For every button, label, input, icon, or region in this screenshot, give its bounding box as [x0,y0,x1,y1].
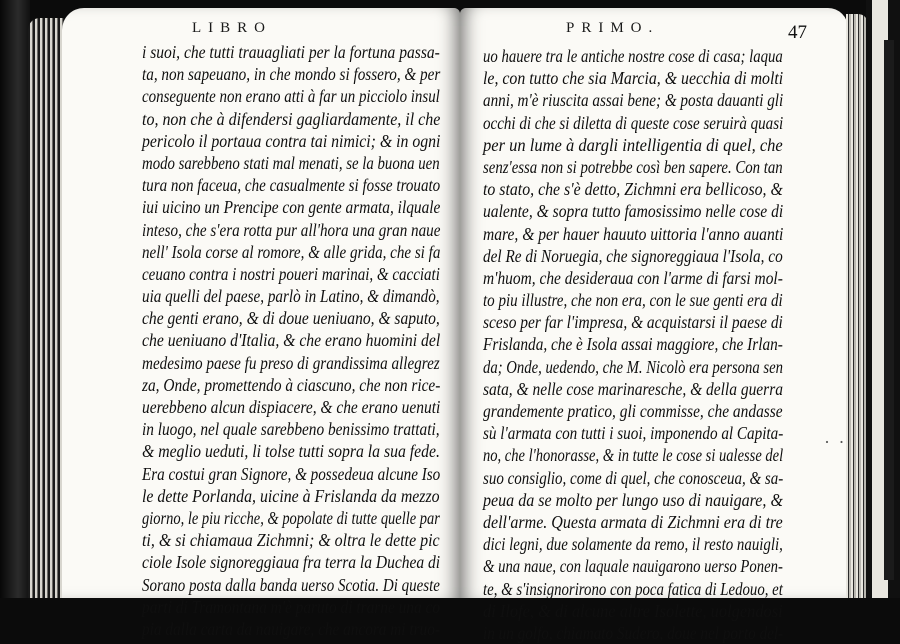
text-line: te, & s'insignorirono con poca fatica di Ledouo, et [483,578,783,599]
text-line: in un golfo, chiamato Sudero, doue nel porto del- [483,622,784,643]
text-line: sceso per far l'impresa, & acquistarsi il paese di [483,312,783,333]
text-line: medesimo paese fu preso di grandissima allegrez [142,352,440,373]
text-line: parti di Tramontana m'è paruto di trarne una co [142,596,441,617]
text-line: che genti erano, & di doue ueniuano, & saputo, [142,308,440,329]
text-line: per un lume à dargli intelligentia di quel, che [483,134,783,155]
text-line: pericolo il portaua contra tai nimici; & in ogni [142,130,441,151]
text-line: uo hauere tra le antiche nostre cose di casa; laqua [483,46,783,66]
text-line: Era costui gran Signore, & possedeua alcune Iso [142,463,441,484]
text-line: iui uicino un Prencipe con gente armata, ilquale [142,197,441,218]
text-line: le dette Porlanda, uicine à Frislanda da mezzo [142,485,440,506]
text-line: conseguente non erano atti à far un picciolo insul [142,86,440,107]
text-line: uerebbeno alcun dispiacere, & che erano uenuti [142,397,441,417]
text-line: ceuano contra i nostri poueri marinai, & cacciati [142,263,440,284]
text-line: le, con tutto che sia Marcia, & uecchia di molti [483,68,784,89]
text-line: uia quelli del paese, parlò in Latino, & dimandò, [142,286,440,307]
cover-edge [884,40,894,580]
text-line: Frislanda, che è Isola assai maggiore, che Irlan- [483,334,783,355]
text-line: anni, m'è riuscita assai bene; & posta dauanti gli [483,90,784,111]
text-line: & una naue, con laquale nauigarono uerso Ponen- [483,556,783,577]
page-number: 47 [788,22,807,43]
text-line: & meglio ueduti, li tolse tutti sopra la sua fede. [142,441,440,462]
text-line: to, non che à difendersi gagliardamente, il che [142,108,441,129]
text-line: no, che l'honorasse, & in tutte le cose si ualesse del [483,445,784,466]
text-line: mare, & per hauer hauuto uittoria l'anno auanti [483,223,784,244]
text-line: dell'arme. Questa armata di Zichmni era di tre [483,511,783,532]
text-line: ualente, & sopra tutto famosissimo nelle cose di [483,201,784,222]
book-cover-left [0,0,30,598]
text-line: pia dalla carta da nauigare, che ancora mi truo- [142,618,440,639]
text-line: nell' Isola corse al romore, & alle grida, che si fa [142,241,441,262]
text-line: za, Onde, promettendo à ciascuno, che non rice- [142,374,441,395]
text-line: Sorano posta dalla banda uerso Scotia. Di queste [142,574,440,595]
text-line: di Ilofe, & di alcune altre Isolette, uolgendosi [483,600,783,621]
text-line: dici legni, due solamente da remo, il resto nauigli, [483,534,783,555]
page-edges-left [28,18,64,598]
text-line: del Re di Noruegia, che signoreggiaua l'Isola, co [483,245,783,266]
text-line: ciole Isole signoreggiaua fra terra la Duchea di [142,552,441,573]
text-line: inteso, che s'era rotta pur all'hora una gran naue [142,219,441,240]
text-line: sù l'armata con tutti i suoi, imponendo al Capita- [483,423,784,444]
text-line: che ueniuano d'Italia, & che erano huomini del [142,330,441,351]
text-line: senz'essa non si potrebbe così ben sapere. Con tan [483,156,783,177]
text-line: ti, & si chiamaua Zichmni; & oltra le dette pic [142,530,440,551]
text-line: ta, non sapeuano, in che mondo si fossero, & per [142,64,441,85]
text-line: i suoi, che tutti trauagliati per la fortuna passa- [142,42,440,62]
text-line: m'huom, che desideraua con l'arme di farsi mol- [483,267,783,288]
running-head-left: LIBRO [192,20,272,36]
margin-mark: · · [824,432,847,452]
text-line: occhi di che si diletta di queste cose seruirà quasi [483,112,784,133]
text-line: modo sarebbeno stati mal menati, se la buona uen [142,152,440,173]
text-line: suo consiglio, come di quel, che conosceua, & sa- [483,467,784,488]
text-line: in luogo, nel quale sarebbeno benissimo trattati, [142,419,440,440]
right-page-text [483,45,842,644]
left-page-text [142,41,500,640]
text-line: da; Onde, uedendo, che M. Nicolò era persona sen [483,356,783,377]
text-line: peua da se molto per lungo uso di nauigare, & [483,489,783,510]
text-line: giorno, le piu ricche, & popolate di tutte quelle par [142,507,440,528]
text-line: sata, & nelle cose marinaresche, & della guerra [483,378,783,399]
running-head-right: PRIMO. [566,20,660,36]
page-edges-right [846,14,868,598]
text-line: grandemente pratico, gli commisse, che andasse [483,401,783,421]
text-line: to piu illustre, che non era, con le sue genti era di [483,290,783,311]
text-line: to stato, che s'è detto, Zichmni era bellicoso, & [483,179,783,200]
text-line: tura non faceua, che casualmente si fosse trouato [142,175,441,196]
